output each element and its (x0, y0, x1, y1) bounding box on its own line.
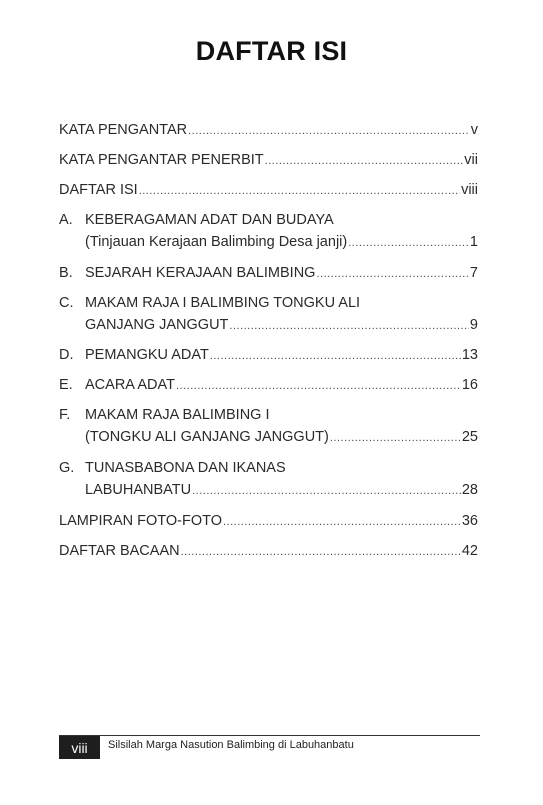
dot-leader (192, 480, 461, 502)
dot-leader (210, 345, 461, 367)
toc-entry (59, 540, 478, 563)
toc-entry-title: TUNASBABONA DAN IKANAS (85, 460, 286, 476)
toc-page-number: vii (464, 152, 478, 168)
footer-rule (59, 735, 480, 736)
dot-leader (229, 315, 469, 337)
toc-entry-letter: D. (59, 347, 74, 363)
toc-page-number: 28 (461, 482, 478, 498)
toc-entry-subtitle: (Tinjauan Kerajaan Balimbing Desa janji) (85, 234, 348, 250)
dot-leader (316, 263, 468, 285)
toc-entry (59, 374, 478, 397)
toc-page-number: 9 (469, 317, 478, 333)
toc-entry-title: DAFTAR BACAAN (59, 543, 180, 559)
toc-entry-title: MAKAM RAJA BALIMBING I (85, 407, 270, 423)
toc-entry-letter: C. (59, 295, 74, 311)
toc-page-number: viii (461, 182, 478, 198)
toc-entry-subtitle: GANJANG JANGGUT (85, 317, 229, 333)
toc-entry-letter: E. (59, 377, 73, 393)
toc-page-number: 13 (461, 347, 478, 363)
toc-entry (59, 119, 478, 142)
footer-book-title: Silsilah Marga Nasution Balimbing di Labuhanbatu (108, 739, 354, 751)
toc-entry-title: KATA PENGANTAR (59, 122, 188, 138)
page-footer (59, 735, 480, 759)
toc-entry-subtitle: LABUHANBATU (85, 482, 192, 498)
dot-leader (176, 375, 461, 397)
toc-entry-letter: G. (59, 460, 75, 476)
toc-page-number: 16 (461, 377, 478, 393)
footer-page-number: viii (59, 736, 100, 759)
toc-entry-letter: F. (59, 407, 71, 423)
toc-entry-title: ACARA ADAT (85, 377, 175, 393)
toc-entry (59, 292, 478, 337)
dot-leader (223, 511, 461, 533)
toc-page-number: 42 (461, 543, 478, 559)
toc-entry (59, 510, 478, 533)
dot-leader (181, 541, 461, 563)
toc-entry (59, 262, 478, 285)
toc-entry (59, 404, 478, 449)
dot-leader (348, 232, 469, 254)
toc-entry-subtitle: (TONGKU ALI GANJANG JANGGUT) (85, 429, 329, 445)
toc-entry-title: KATA PENGANTAR PENERBIT (59, 152, 264, 168)
toc-entry (59, 209, 478, 254)
toc-entry-title: KEBERAGAMAN ADAT DAN BUDAYA (85, 212, 334, 228)
dot-leader (139, 180, 460, 202)
toc-entry-title: SEJARAH KERAJAAN BALIMBING (85, 265, 316, 281)
toc-entry-letter: A. (59, 212, 73, 228)
page-title: DAFTAR ISI (195, 36, 348, 66)
toc-entry-title: LAMPIRAN FOTO-FOTO (59, 513, 223, 529)
dot-leader (265, 150, 464, 172)
toc-entry (59, 344, 478, 367)
toc-page-number: 1 (469, 234, 478, 250)
toc-page-number: v (470, 122, 478, 138)
dot-leader (188, 120, 470, 142)
toc-entry (59, 457, 478, 502)
toc-page-number: 7 (469, 265, 478, 281)
toc-entry-letter: B. (59, 265, 73, 281)
toc-entry-title: PEMANGKU ADAT (85, 347, 209, 363)
toc-page-number: 25 (461, 429, 478, 445)
toc-entry (59, 179, 478, 202)
toc-entry-title: MAKAM RAJA I BALIMBING TONGKU ALI (85, 295, 361, 311)
toc-entry (59, 149, 478, 172)
toc-page-number: 36 (461, 513, 478, 529)
toc-entry-title: DAFTAR ISI (59, 182, 138, 198)
dot-leader (330, 427, 461, 449)
